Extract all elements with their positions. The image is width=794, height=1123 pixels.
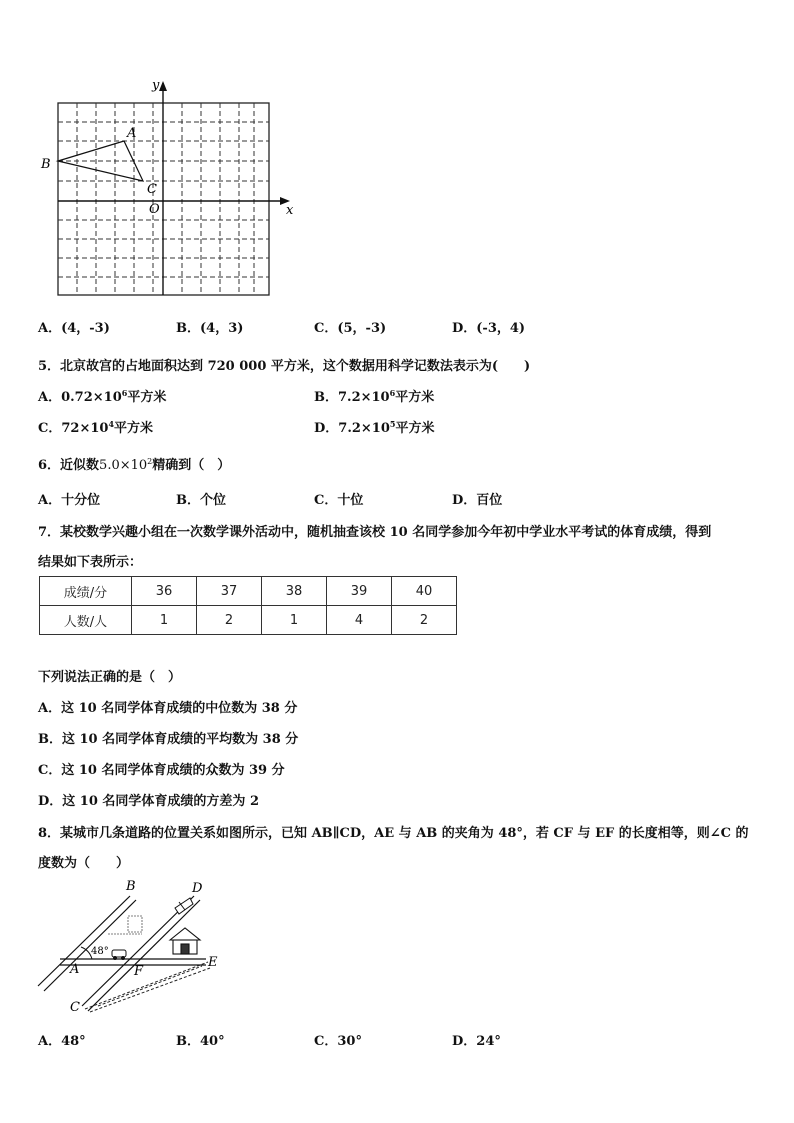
option-letter: B． [176,321,200,336]
q6-option-b[interactable] [176,489,226,508]
q8-option-a[interactable] [38,1030,86,1049]
q6-option-d[interactable] [452,489,502,508]
q6-math-base: 5.0×10 [99,458,148,473]
option-letter: C． [314,493,338,508]
option-base: 7.2×10 [338,421,390,436]
option-base: 72×10 [61,421,109,436]
label-e: E [208,955,218,970]
angle-label: 48° [91,946,109,957]
q4-option-c[interactable] [314,317,386,336]
point-b-label: B [41,157,51,172]
option-letter: C． [38,421,62,436]
option-unit: 平方米 [114,421,154,436]
q8-stem-line1: 8．某城市几条道路的位置关系如图所示，已知 AB∥CD，AE 与 AB 的夹角为 48°，若 CF 与 EF 的长度相等，则∠C 的 [38,826,749,841]
option-letter: A． [38,1034,62,1049]
road-ab [38,896,136,991]
q7-option-d[interactable]: D．这 10 名同学体育成绩的方差为 2 [38,794,259,809]
option-letter: C． [314,321,338,336]
option-letter: C． [314,1034,338,1049]
car-icon [112,950,126,960]
q4-option-d[interactable] [452,317,525,336]
road-ae [60,959,206,965]
tower-icon [175,898,193,914]
table-cell: 38 [262,577,327,606]
label-d: D [192,881,203,896]
option-letter: D． [452,321,477,336]
option-exponent: 6 [389,388,396,398]
option-text: 48° [61,1034,86,1049]
coordinate-grid-figure [28,75,303,300]
option-base: 0.72×10 [61,390,122,405]
q6-math-exponent: 2 [147,457,153,466]
roads-figure [30,878,230,1018]
option-text: (4，3) [200,321,244,336]
q7-option-c[interactable]: C．这 10 名同学体育成绩的众数为 39 分 [38,763,285,778]
option-letter: A． [38,390,62,405]
grid-vertical-lines [77,103,254,295]
label-b: B [126,879,136,894]
q8-stem-line2: 度数为（ ） [38,856,130,871]
q7-stem-line2: 结果如下表所示： [38,555,143,570]
q6-stem-suffix: 精确到（ ） [152,458,231,473]
label-f: F [134,964,144,979]
table-header-cell: 成绩/分 [40,577,132,606]
option-letter: A． [38,321,62,336]
building-icon [108,916,142,934]
option-text: (5，-3) [337,321,387,336]
option-text: 十位 [337,493,364,508]
y-axis-label: y [152,78,160,93]
table-header-cell: 人数/人 [40,606,132,635]
q6-math [99,458,152,473]
option-letter: D． [314,421,339,436]
q6-option-a[interactable] [38,489,100,508]
table-cell: 39 [327,577,392,606]
table-row [40,606,457,635]
point-a-label: A [127,126,137,141]
q8-option-d[interactable] [452,1030,501,1049]
table-cell: 2 [392,606,457,635]
option-exponent: 4 [108,419,115,429]
scores-table [39,576,457,635]
table-cell: 2 [197,606,262,635]
option-text: 个位 [200,493,227,508]
table-cell: 1 [262,606,327,635]
option-exponent: 5 [389,419,396,429]
option-letter: B． [176,493,200,508]
option-unit: 平方米 [127,390,167,405]
table-cell: 37 [197,577,262,606]
q4-option-b[interactable] [176,317,243,336]
q5-option-a[interactable] [38,386,166,405]
q7-option-a[interactable]: A．这 10 名同学体育成绩的中位数为 38 分 [38,701,298,716]
q5-option-d[interactable] [314,417,434,436]
q5-option-b[interactable] [314,386,434,405]
y-axis-arrow [159,81,167,91]
q7-prompt: 下列说法正确的是（ ） [38,670,182,685]
option-text: (-3，4) [476,321,526,336]
table-cell: 4 [327,606,392,635]
option-letter: D． [452,493,477,508]
label-c: C [70,1000,80,1015]
option-unit: 平方米 [395,421,435,436]
q6-stem-prefix: 6．近似数 [38,458,100,473]
table-cell: 40 [392,577,457,606]
option-text: 十分位 [61,493,101,508]
option-letter: D． [452,1034,477,1049]
origin-label: O [149,202,160,217]
q4-option-a[interactable] [38,317,110,336]
table-row [40,577,457,606]
option-letter: A． [38,493,62,508]
q7-option-b[interactable]: B．这 10 名同学体育成绩的平均数为 38 分 [38,732,299,747]
house-icon [170,928,200,954]
table-cell: 36 [132,577,197,606]
option-letter: B． [314,390,338,405]
option-text: 24° [476,1034,501,1049]
q5-option-c[interactable] [38,417,153,436]
option-text: (4，-3) [61,321,110,336]
option-letter: B． [176,1034,200,1049]
option-text: 百位 [476,493,503,508]
road-ce [85,962,210,1012]
option-text: 30° [337,1034,362,1049]
q6-stem [38,454,230,473]
option-base: 7.2×10 [338,390,390,405]
option-unit: 平方米 [395,390,435,405]
q8-option-c[interactable] [314,1030,362,1049]
label-a: A [70,962,80,977]
table-cell: 1 [132,606,197,635]
option-exponent: 6 [121,388,128,398]
q5-stem: 5．北京故宫的占地面积达到 720 000 平方米，这个数据用科学记数法表示为( ) [38,359,531,374]
q6-option-c[interactable] [314,489,363,508]
q7-stem-line1: 7．某校数学兴趣小组在一次数学课外活动中，随机抽查该校 10 名同学参加今年初中学业水平考试的体育成绩，得到 [38,525,712,540]
x-axis-label: x [286,203,294,218]
option-text: 40° [200,1034,225,1049]
q8-option-b[interactable] [176,1030,225,1049]
point-c-label: C [147,182,157,197]
